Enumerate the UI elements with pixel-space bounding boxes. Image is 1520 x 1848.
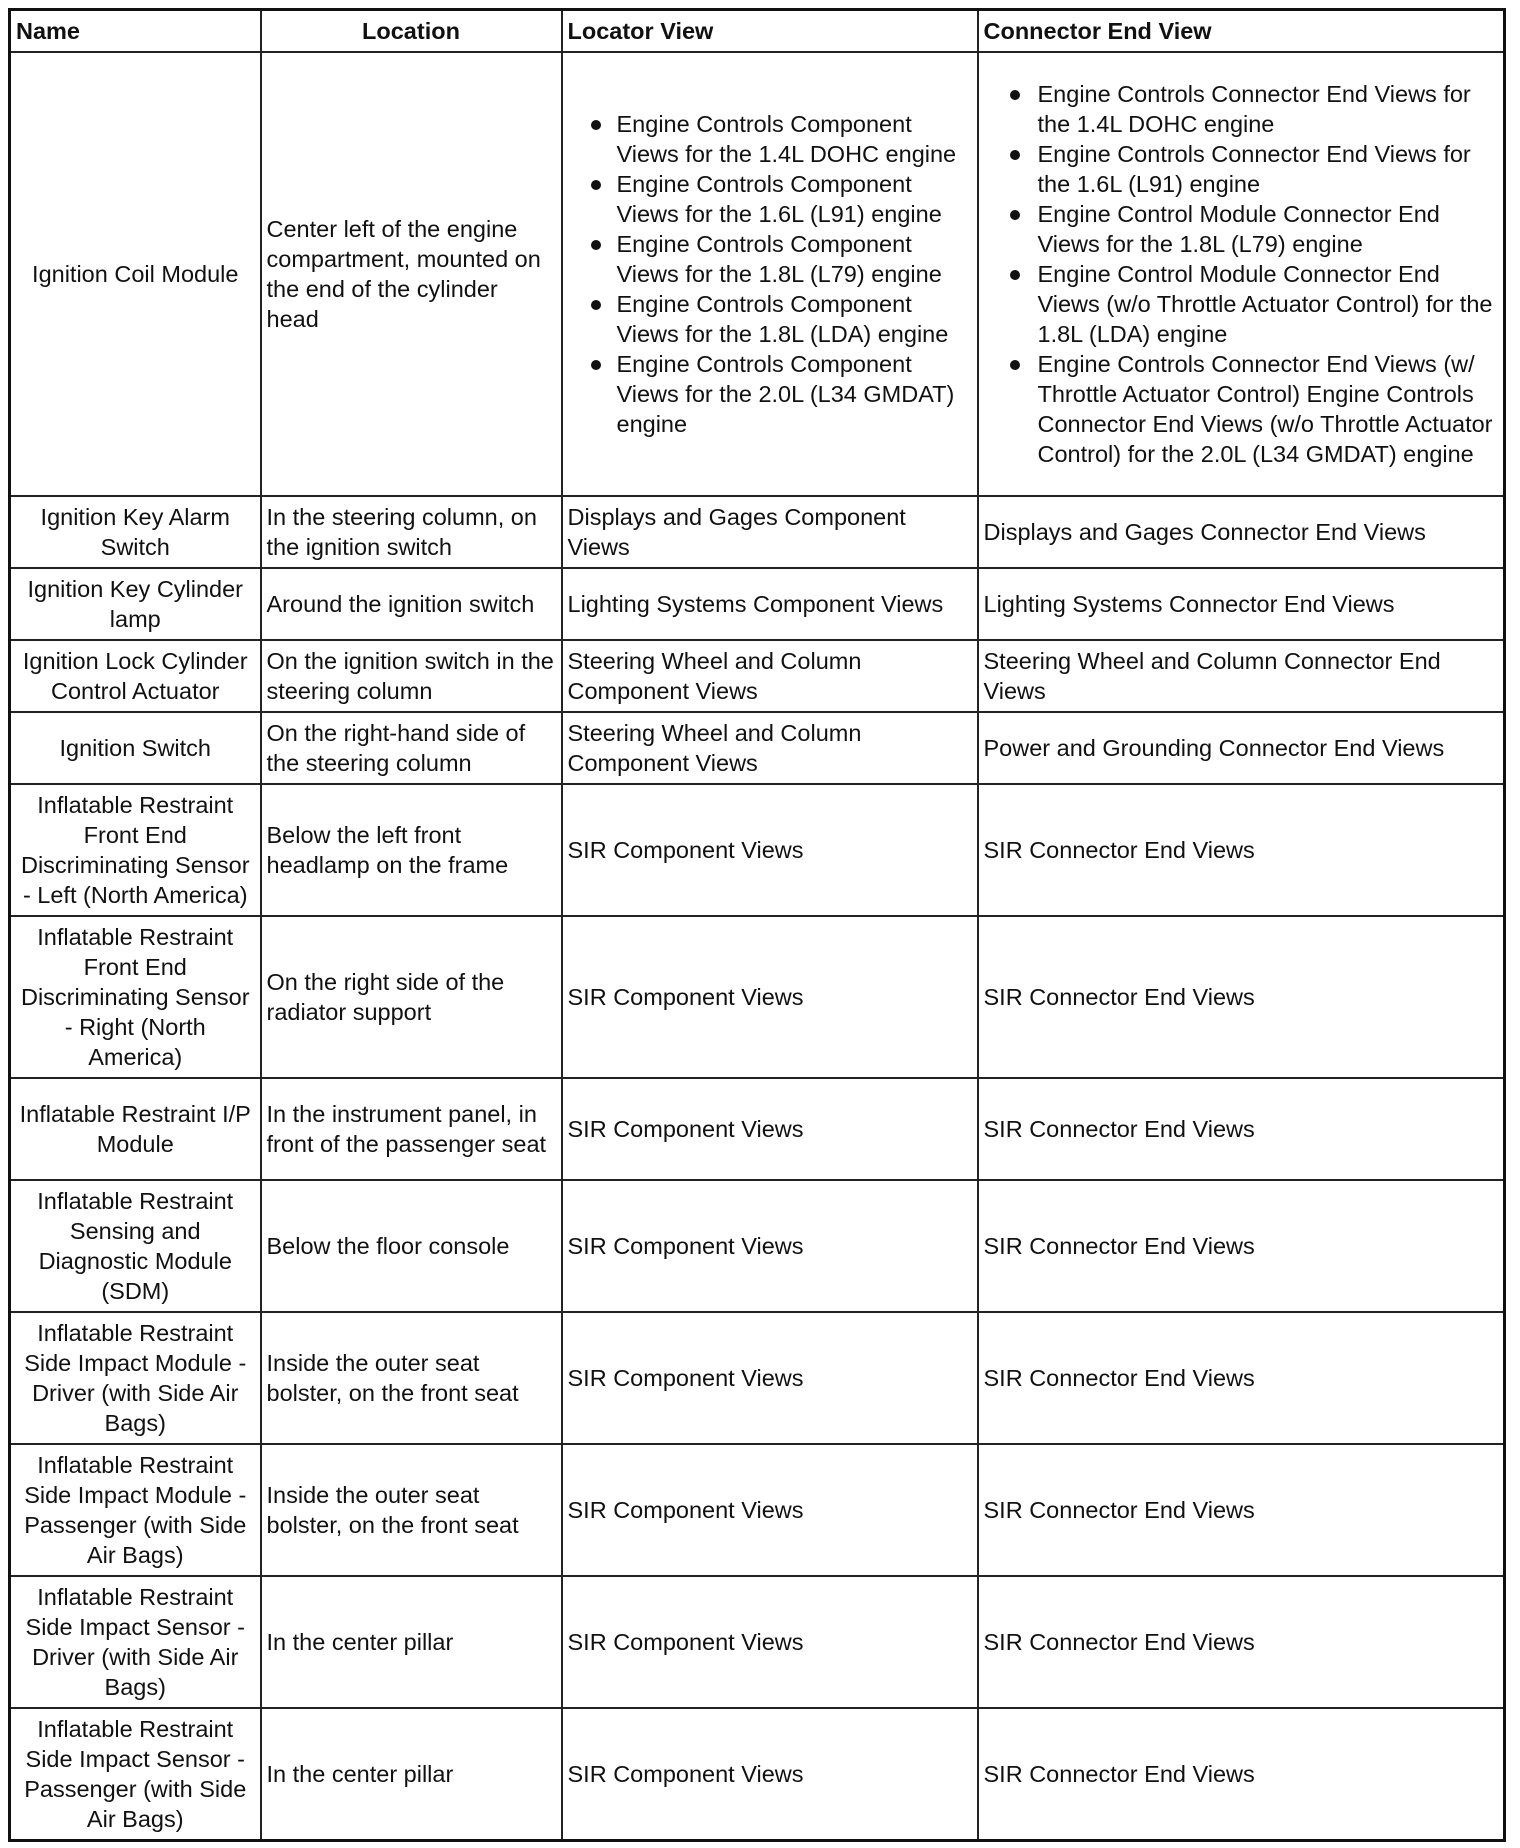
connector-end-view-cell[interactable]: Displays and Gages Connector End Views [978,496,1505,568]
bullet-icon [1010,90,1020,100]
component-name-cell: Inflatable Restraint Side Impact Module - Passenger (with Side Air Bags) [10,1444,261,1576]
component-name-cell: Ignition Lock Cylinder Control Actuator [10,640,261,712]
location-cell: In the center pillar [261,1708,562,1840]
component-name-cell: Inflatable Restraint Side Impact Module - Driver (with Side Air Bags) [10,1312,261,1444]
connector-end-view-link[interactable]: Engine Controls Connector End Views (w/ Throttle Actuator Control) Engine Controls Connector End Views (w/o Throttle Actuator Control) for the 2.0L (L34 GMDAT) engine [1037,351,1493,467]
table-row [10,1078,1505,1180]
header-connector-end-view: Connector End View [978,10,1505,53]
list-item [984,259,1499,349]
locator-view-link[interactable]: Engine Controls Component Views for the 2.0L (L34 GMDAT) engine [616,351,955,437]
location-cell: Below the left front headlamp on the frame [261,784,562,916]
component-name-cell: Inflatable Restraint Side Impact Sensor - Passenger (with Side Air Bags) [10,1708,261,1840]
locator-view-cell[interactable]: SIR Component Views [562,1444,978,1576]
bullet-icon [591,240,601,250]
locator-view-cell[interactable]: Displays and Gages Component Views [562,496,978,568]
connector-end-view-cell[interactable]: SIR Connector End Views [978,1180,1505,1312]
list-item [568,289,972,349]
locator-view-cell [562,52,978,496]
bullet-icon [591,180,601,190]
bullet-icon [1010,210,1020,220]
list-item [984,349,1499,469]
locator-view-link[interactable]: Engine Controls Component Views for the 1.6L (L91) engine [616,171,942,227]
component-name-cell: Inflatable Restraint I/P Module [10,1078,261,1180]
table-row [10,1180,1505,1312]
location-cell: On the right-hand side of the steering column [261,712,562,784]
component-name-cell: Ignition Key Alarm Switch [10,496,261,568]
bullet-icon [1010,150,1020,160]
table-row [10,712,1505,784]
locator-view-cell[interactable]: SIR Component Views [562,1708,978,1840]
bullet-icon [591,120,601,130]
table-row [10,640,1505,712]
component-name-cell: Ignition Switch [10,712,261,784]
connector-end-view-cell[interactable]: SIR Connector End Views [978,1312,1505,1444]
list-item [568,229,972,289]
location-cell: In the instrument panel, in front of the passenger seat [261,1078,562,1180]
connector-end-view-cell[interactable]: SIR Connector End Views [978,784,1505,916]
table-header-row [10,10,1505,53]
connector-end-view-cell[interactable]: SIR Connector End Views [978,1078,1505,1180]
list-item [984,79,1499,139]
locator-view-cell[interactable]: SIR Component Views [562,1576,978,1708]
table-row [10,1576,1505,1708]
connector-end-view-cell[interactable]: Lighting Systems Connector End Views [978,568,1505,640]
component-name-cell: Inflatable Restraint Front End Discriminating Sensor - Right (North America) [10,916,261,1078]
bullet-icon [1010,360,1020,370]
list-item [568,169,972,229]
bullet-icon [1010,270,1020,280]
table-row [10,568,1505,640]
component-name-cell: Inflatable Restraint Sensing and Diagnostic Module (SDM) [10,1180,261,1312]
table-row [10,496,1505,568]
component-locator-table [8,8,1506,1842]
locator-view-cell[interactable]: SIR Component Views [562,916,978,1078]
locator-view-cell[interactable]: SIR Component Views [562,784,978,916]
table-row [10,1708,1505,1840]
component-name-cell: Inflatable Restraint Front End Discriminating Sensor - Left (North America) [10,784,261,916]
location-cell: Inside the outer seat bolster, on the front seat [261,1312,562,1444]
list-item [568,109,972,169]
table-row [10,1312,1505,1444]
component-name-cell: Ignition Coil Module [10,52,261,496]
locator-view-cell[interactable]: Lighting Systems Component Views [562,568,978,640]
connector-end-view-cell[interactable]: Power and Grounding Connector End Views [978,712,1505,784]
table-row [10,916,1505,1078]
connector-end-view-cell[interactable]: Steering Wheel and Column Connector End Views [978,640,1505,712]
location-cell: Inside the outer seat bolster, on the front seat [261,1444,562,1576]
bullet-icon [591,300,601,310]
locator-view-link[interactable]: Engine Controls Component Views for the 1.4L DOHC engine [616,111,957,167]
locator-view-cell[interactable]: SIR Component Views [562,1312,978,1444]
location-cell: On the right side of the radiator support [261,916,562,1078]
connector-end-view-link[interactable]: Engine Controls Connector End Views for the 1.4L DOHC engine [1037,81,1471,137]
component-name-cell: Ignition Key Cylinder lamp [10,568,261,640]
location-cell: On the ignition switch in the steering column [261,640,562,712]
locator-view-link[interactable]: Engine Controls Component Views for the 1.8L (LDA) engine [616,291,949,347]
locator-view-cell[interactable]: SIR Component Views [562,1180,978,1312]
table-row [10,784,1505,916]
connector-end-view-cell[interactable]: SIR Connector End Views [978,1708,1505,1840]
table-row [10,52,1505,496]
table-row [10,1444,1505,1576]
header-locator-view: Locator View [562,10,978,53]
connector-end-view-list [984,79,1499,469]
location-cell: In the steering column, on the ignition switch [261,496,562,568]
locator-view-cell[interactable]: Steering Wheel and Column Component Views [562,640,978,712]
connector-end-view-link[interactable]: Engine Control Module Connector End Views for the 1.8L (L79) engine [1037,201,1440,257]
locator-view-list [568,109,972,439]
connector-end-view-cell[interactable]: SIR Connector End Views [978,916,1505,1078]
connector-end-view-cell[interactable]: SIR Connector End Views [978,1576,1505,1708]
location-cell: Around the ignition switch [261,568,562,640]
location-cell: Center left of the engine compartment, mounted on the end of the cylinder head [261,52,562,496]
locator-view-cell[interactable]: SIR Component Views [562,1078,978,1180]
locator-view-cell[interactable]: Steering Wheel and Column Component Views [562,712,978,784]
bullet-icon [591,360,601,370]
connector-end-view-link[interactable]: Engine Control Module Connector End Views (w/o Throttle Actuator Control) for the 1.8L (LDA) engine [1037,261,1493,347]
header-location: Location [261,10,562,53]
list-item [984,199,1499,259]
list-item [568,349,972,439]
connector-end-view-cell[interactable]: SIR Connector End Views [978,1444,1505,1576]
location-cell: Below the floor console [261,1180,562,1312]
location-cell: In the center pillar [261,1576,562,1708]
list-item [984,139,1499,199]
component-name-cell: Inflatable Restraint Side Impact Sensor - Driver (with Side Air Bags) [10,1576,261,1708]
connector-end-view-cell [978,52,1505,496]
locator-view-link[interactable]: Engine Controls Component Views for the 1.8L (L79) engine [616,231,942,287]
header-name: Name [10,10,261,53]
connector-end-view-link[interactable]: Engine Controls Connector End Views for the 1.6L (L91) engine [1037,141,1471,197]
